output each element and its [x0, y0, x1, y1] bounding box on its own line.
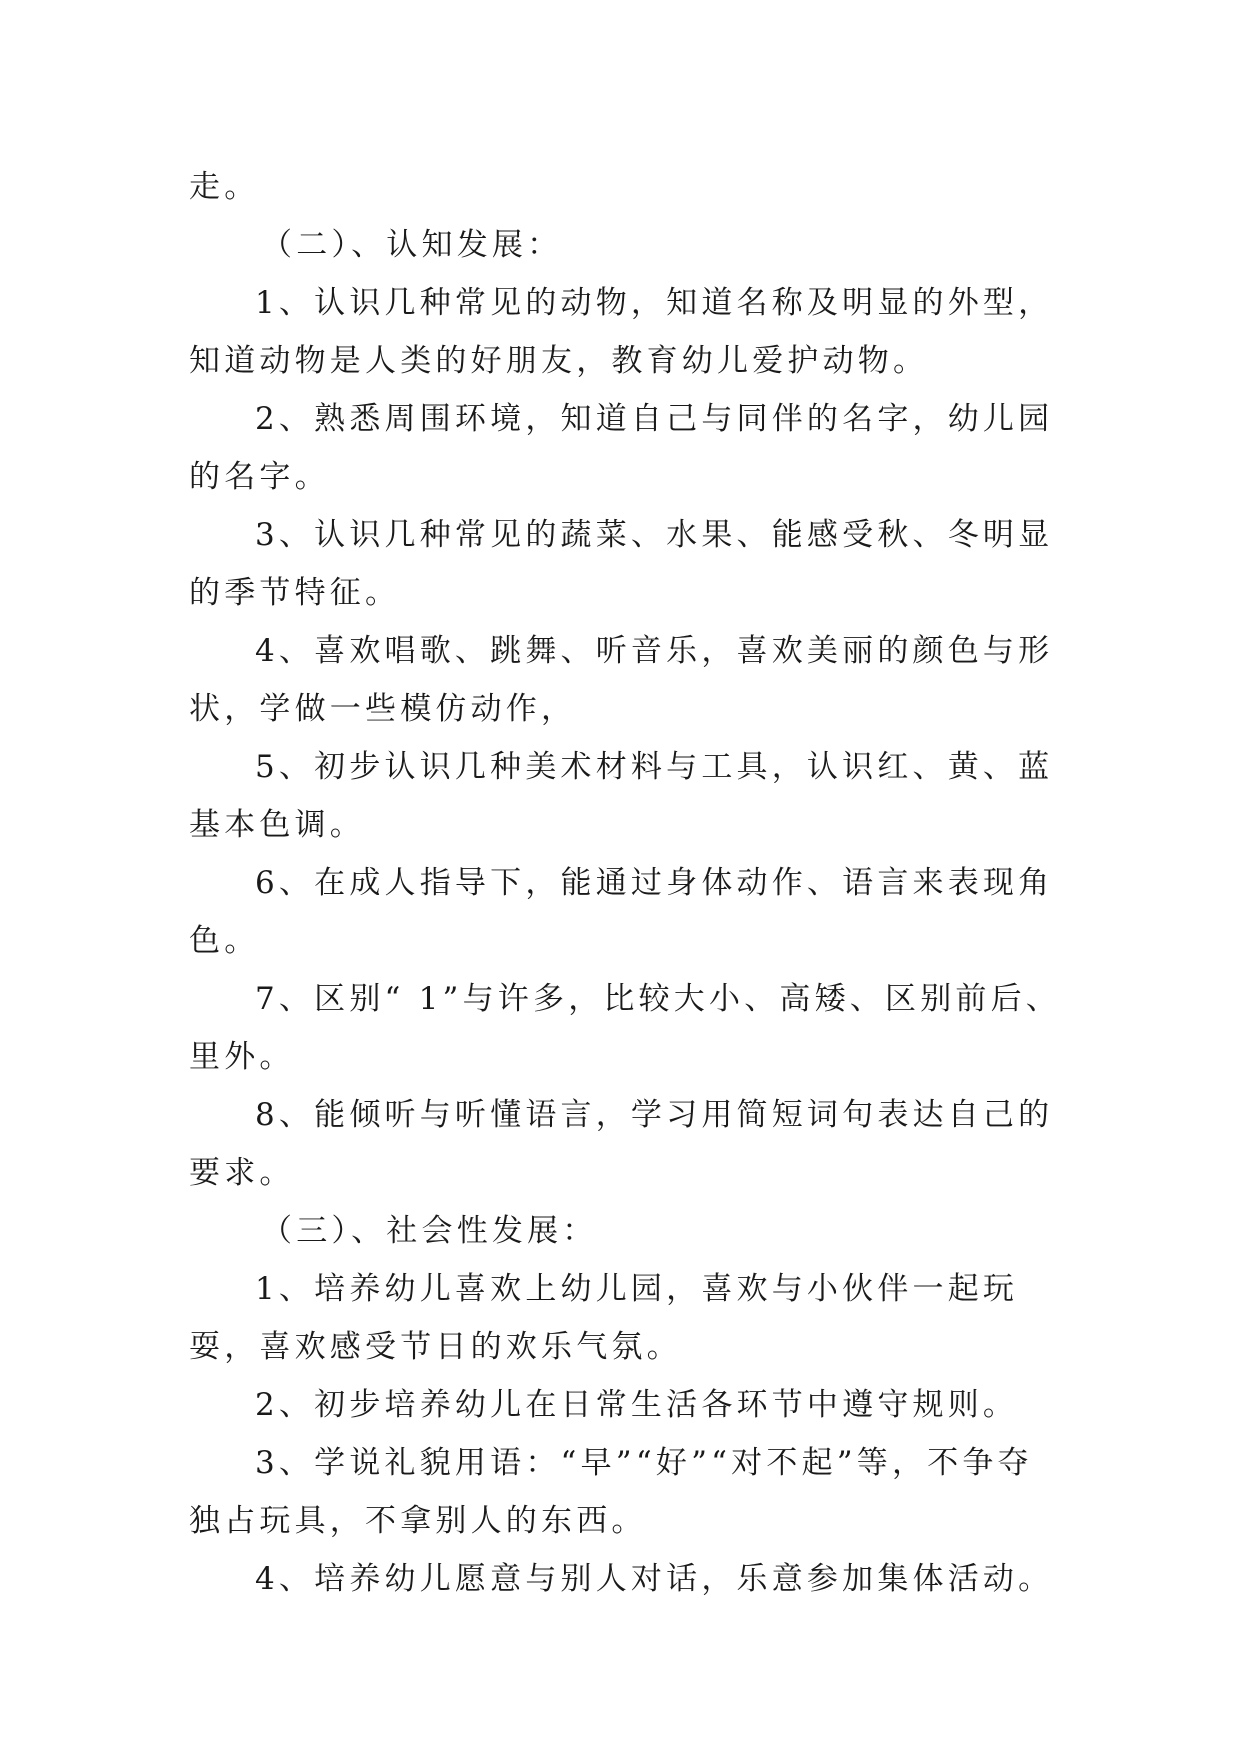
list-item: 3、认识几种常见的蔬菜、水果、能感受秋、冬明显的季节特征。 [189, 517, 1054, 611]
list-item: 5、初步认识几种美术材料与工具，认识红、黄、蓝基本色调。 [189, 749, 1054, 843]
list-item: 1、培养幼儿喜欢上幼儿园，喜欢与小伙伴一起玩耍，喜欢感受节日的欢乐气氛。 [189, 1271, 1019, 1365]
list-item: 3、学说礼貌用语：“早”“好”“对不起”等，不争夺独占玩具，不拿别人的东西。 [189, 1445, 1033, 1539]
list-item: 8、能倾听与听懂语言，学习用简短词句表达自己的要求。 [189, 1097, 1054, 1191]
list-item: 1、认识几种常见的动物，知道名称及明显的外型，知道动物是人类的好朋友，教育幼儿爱护动物。 [189, 285, 1054, 379]
list-item: 2、初步培养幼儿在日常生活各环节中遵守规则。 [255, 1387, 1019, 1423]
list-item: 4、培养幼儿愿意与别人对话，乐意参加集体活动。 [255, 1561, 1054, 1597]
list-item: 4、喜欢唱歌、跳舞、听音乐，喜欢美丽的颜色与形状，学做一些模仿动作， [189, 633, 1054, 727]
list-item: 2、熟悉周围环境，知道自己与同伴的名字，幼儿园的名字。 [189, 401, 1054, 495]
document-body [189, 158, 1061, 1608]
list-item: 6、在成人指导下，能通过身体动作、语言来表现角色。 [189, 865, 1054, 959]
section-heading-cognitive: （二）、认知发展： [261, 227, 563, 263]
paragraph-continuation: 走。 [189, 169, 260, 205]
section-heading-social: （三）、社会性发展： [261, 1213, 598, 1249]
list-item: 7、区别“ 1”与许多，比较大小、高矮、区别前后、里外。 [189, 981, 1061, 1075]
